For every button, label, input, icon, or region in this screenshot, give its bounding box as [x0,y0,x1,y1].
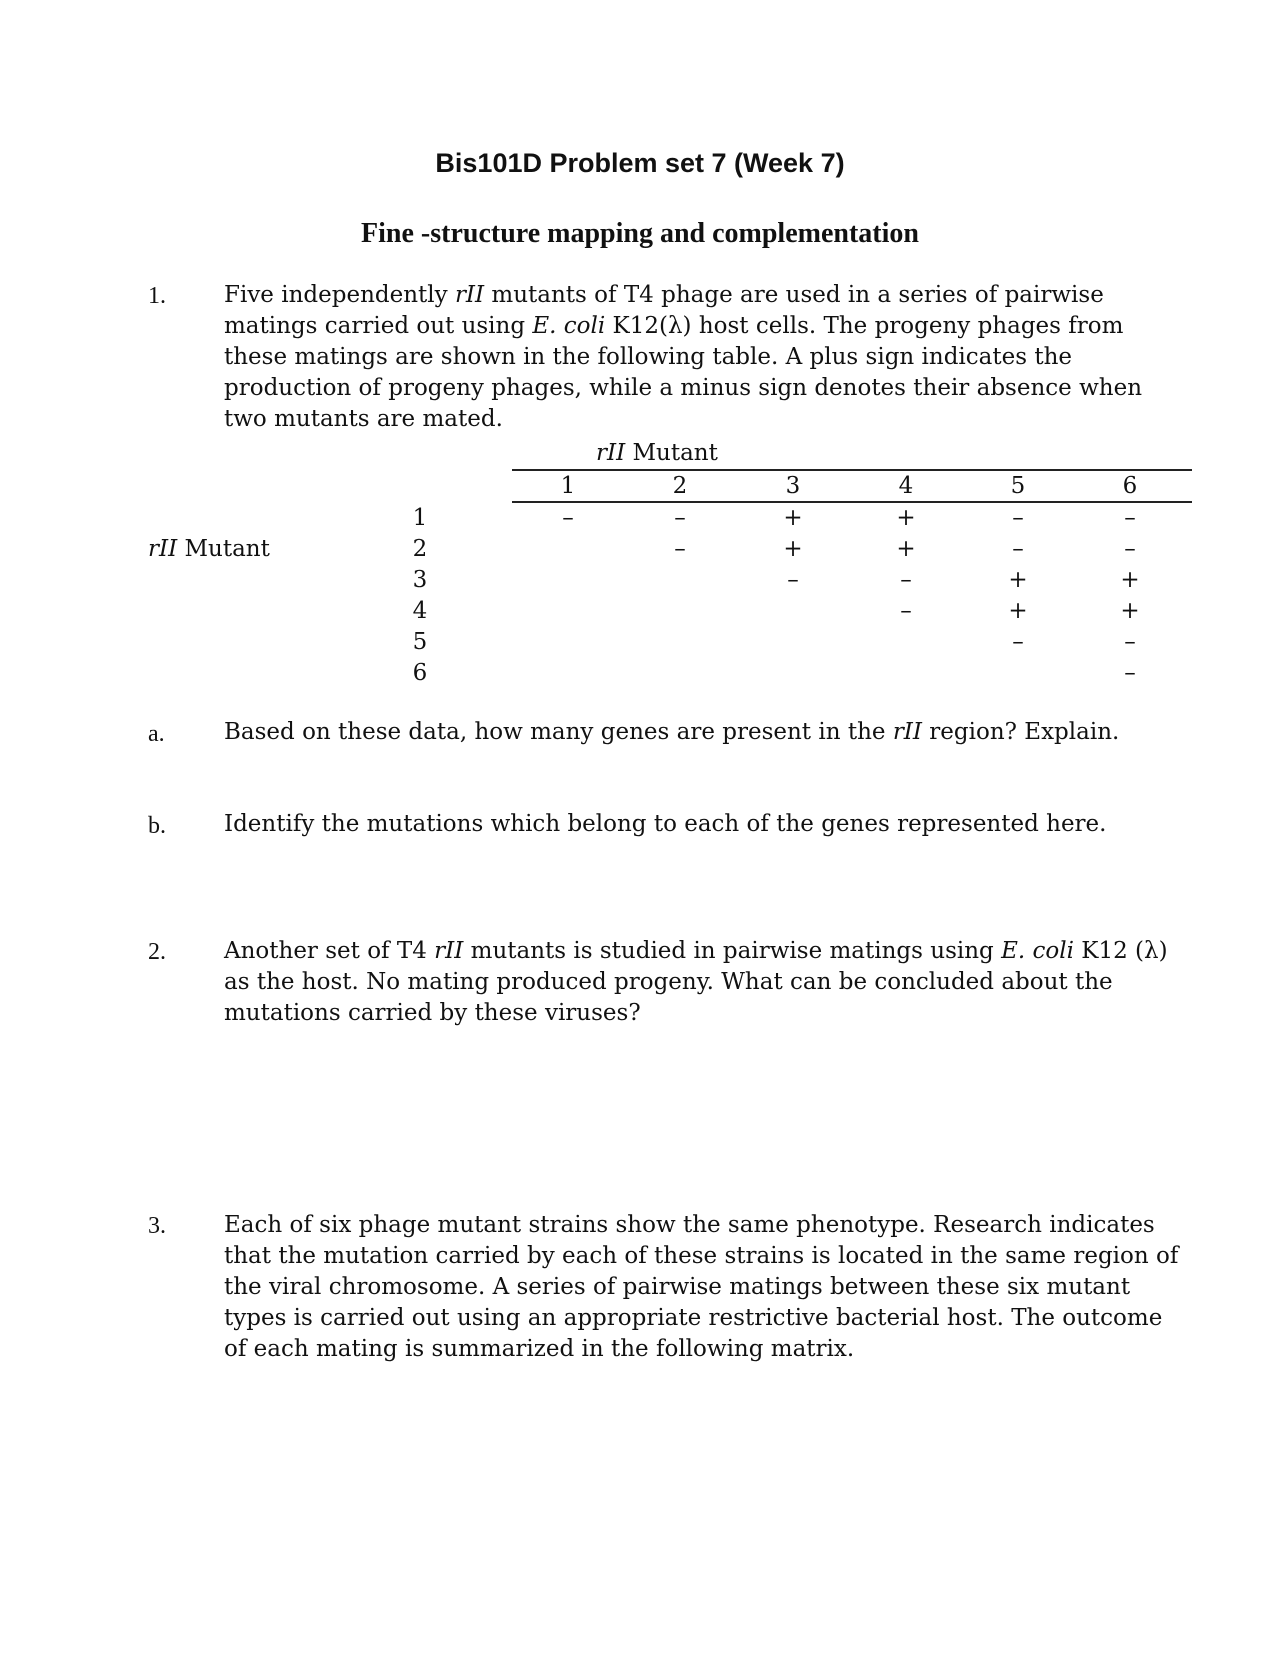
table-cell: + [1008,598,1028,624]
q1-line-1: Five independently rII mutants of T4 phage are used in a series of pairwise [224,282,1104,308]
table-row-label: rII Mutant [148,536,270,562]
table-cell: – [900,598,912,624]
column-header-5: 5 [1010,473,1026,499]
question-1-text [224,280,1143,435]
table-cell: – [674,536,686,562]
table-cell: – [562,505,574,531]
table-cell: – [787,567,799,593]
table-header-rule [512,501,1192,503]
table-cell: – [1124,536,1136,562]
q2-line-2: as the host. No mating produced progeny. What can be concluded about the [224,969,1113,995]
table-column-label: rII Mutant [596,440,718,466]
row-header-6: 6 [412,660,428,686]
q3-line-5: of each mating is summarized in the following matrix. [224,1336,855,1362]
question-2-number: 2. [148,939,166,965]
question-3-number: 3. [148,1213,166,1239]
table-cell: – [1124,629,1136,655]
column-header-6: 6 [1122,473,1138,499]
table-cell: – [1012,505,1024,531]
table-cell: + [896,536,916,562]
row-header-4: 4 [412,598,428,624]
table-top-rule [512,469,1192,471]
question-3-text [224,1210,1179,1365]
row-header-5: 5 [412,629,428,655]
table-cell: – [1012,629,1024,655]
table-cell: + [1120,598,1140,624]
page-subtitle: Fine -structure mapping and complementation [361,218,919,249]
table-cell: – [1124,505,1136,531]
q3-line-1: Each of six phage mutant strains show the same phenotype. Research indicates [224,1212,1155,1238]
row-header-2: 2 [412,536,428,562]
q1-line-2: matings carried out using E. coli K12(λ) host cells. The progeny phages from [224,313,1124,339]
table-cell: – [1124,660,1136,686]
column-header-3: 3 [785,473,801,499]
table-cell: + [1008,567,1028,593]
q3-line-4: types is carried out using an appropriate restrictive bacterial host. The outcome [224,1305,1163,1331]
question-2-text [224,936,1168,1029]
table-cell: + [783,536,803,562]
question-1-number: 1. [148,283,166,309]
part-b-label: b. [148,813,166,839]
column-header-4: 4 [898,473,914,499]
q3-line-3: the viral chromosome. A series of pairwise matings between these six mutant [224,1274,1131,1300]
page-title: Bis101D Problem set 7 (Week 7) [435,148,845,178]
q1-line-5: two mutants are mated. [224,406,503,432]
table-cell: + [1120,567,1140,593]
row-header-3: 3 [412,567,428,593]
q1-line-4: production of progeny phages, while a minus sign denotes their absence when [224,375,1143,401]
part-a-label: a. [148,721,165,747]
q2-line-3: mutations carried by these viruses? [224,1000,641,1026]
part-a-text: Based on these data, how many genes are present in the rII region? Explain. [224,719,1120,745]
q2-line-1: Another set of T4 rII mutants is studied in pairwise matings using E. coli K12 (λ) [224,938,1168,964]
table-cell: – [1012,536,1024,562]
part-b-text: Identify the mutations which belong to each of the genes represented here. [224,811,1107,837]
q1-line-3: these matings are shown in the following table. A plus sign indicates the [224,344,1073,370]
table-cell: – [900,567,912,593]
q3-line-2: that the mutation carried by each of these strains is located in the same region of [224,1243,1179,1269]
column-header-1: 1 [560,473,576,499]
row-header-1: 1 [412,505,428,531]
table-cell: – [674,505,686,531]
table-cell: + [896,505,916,531]
table-cell: + [783,505,803,531]
column-header-2: 2 [672,473,688,499]
